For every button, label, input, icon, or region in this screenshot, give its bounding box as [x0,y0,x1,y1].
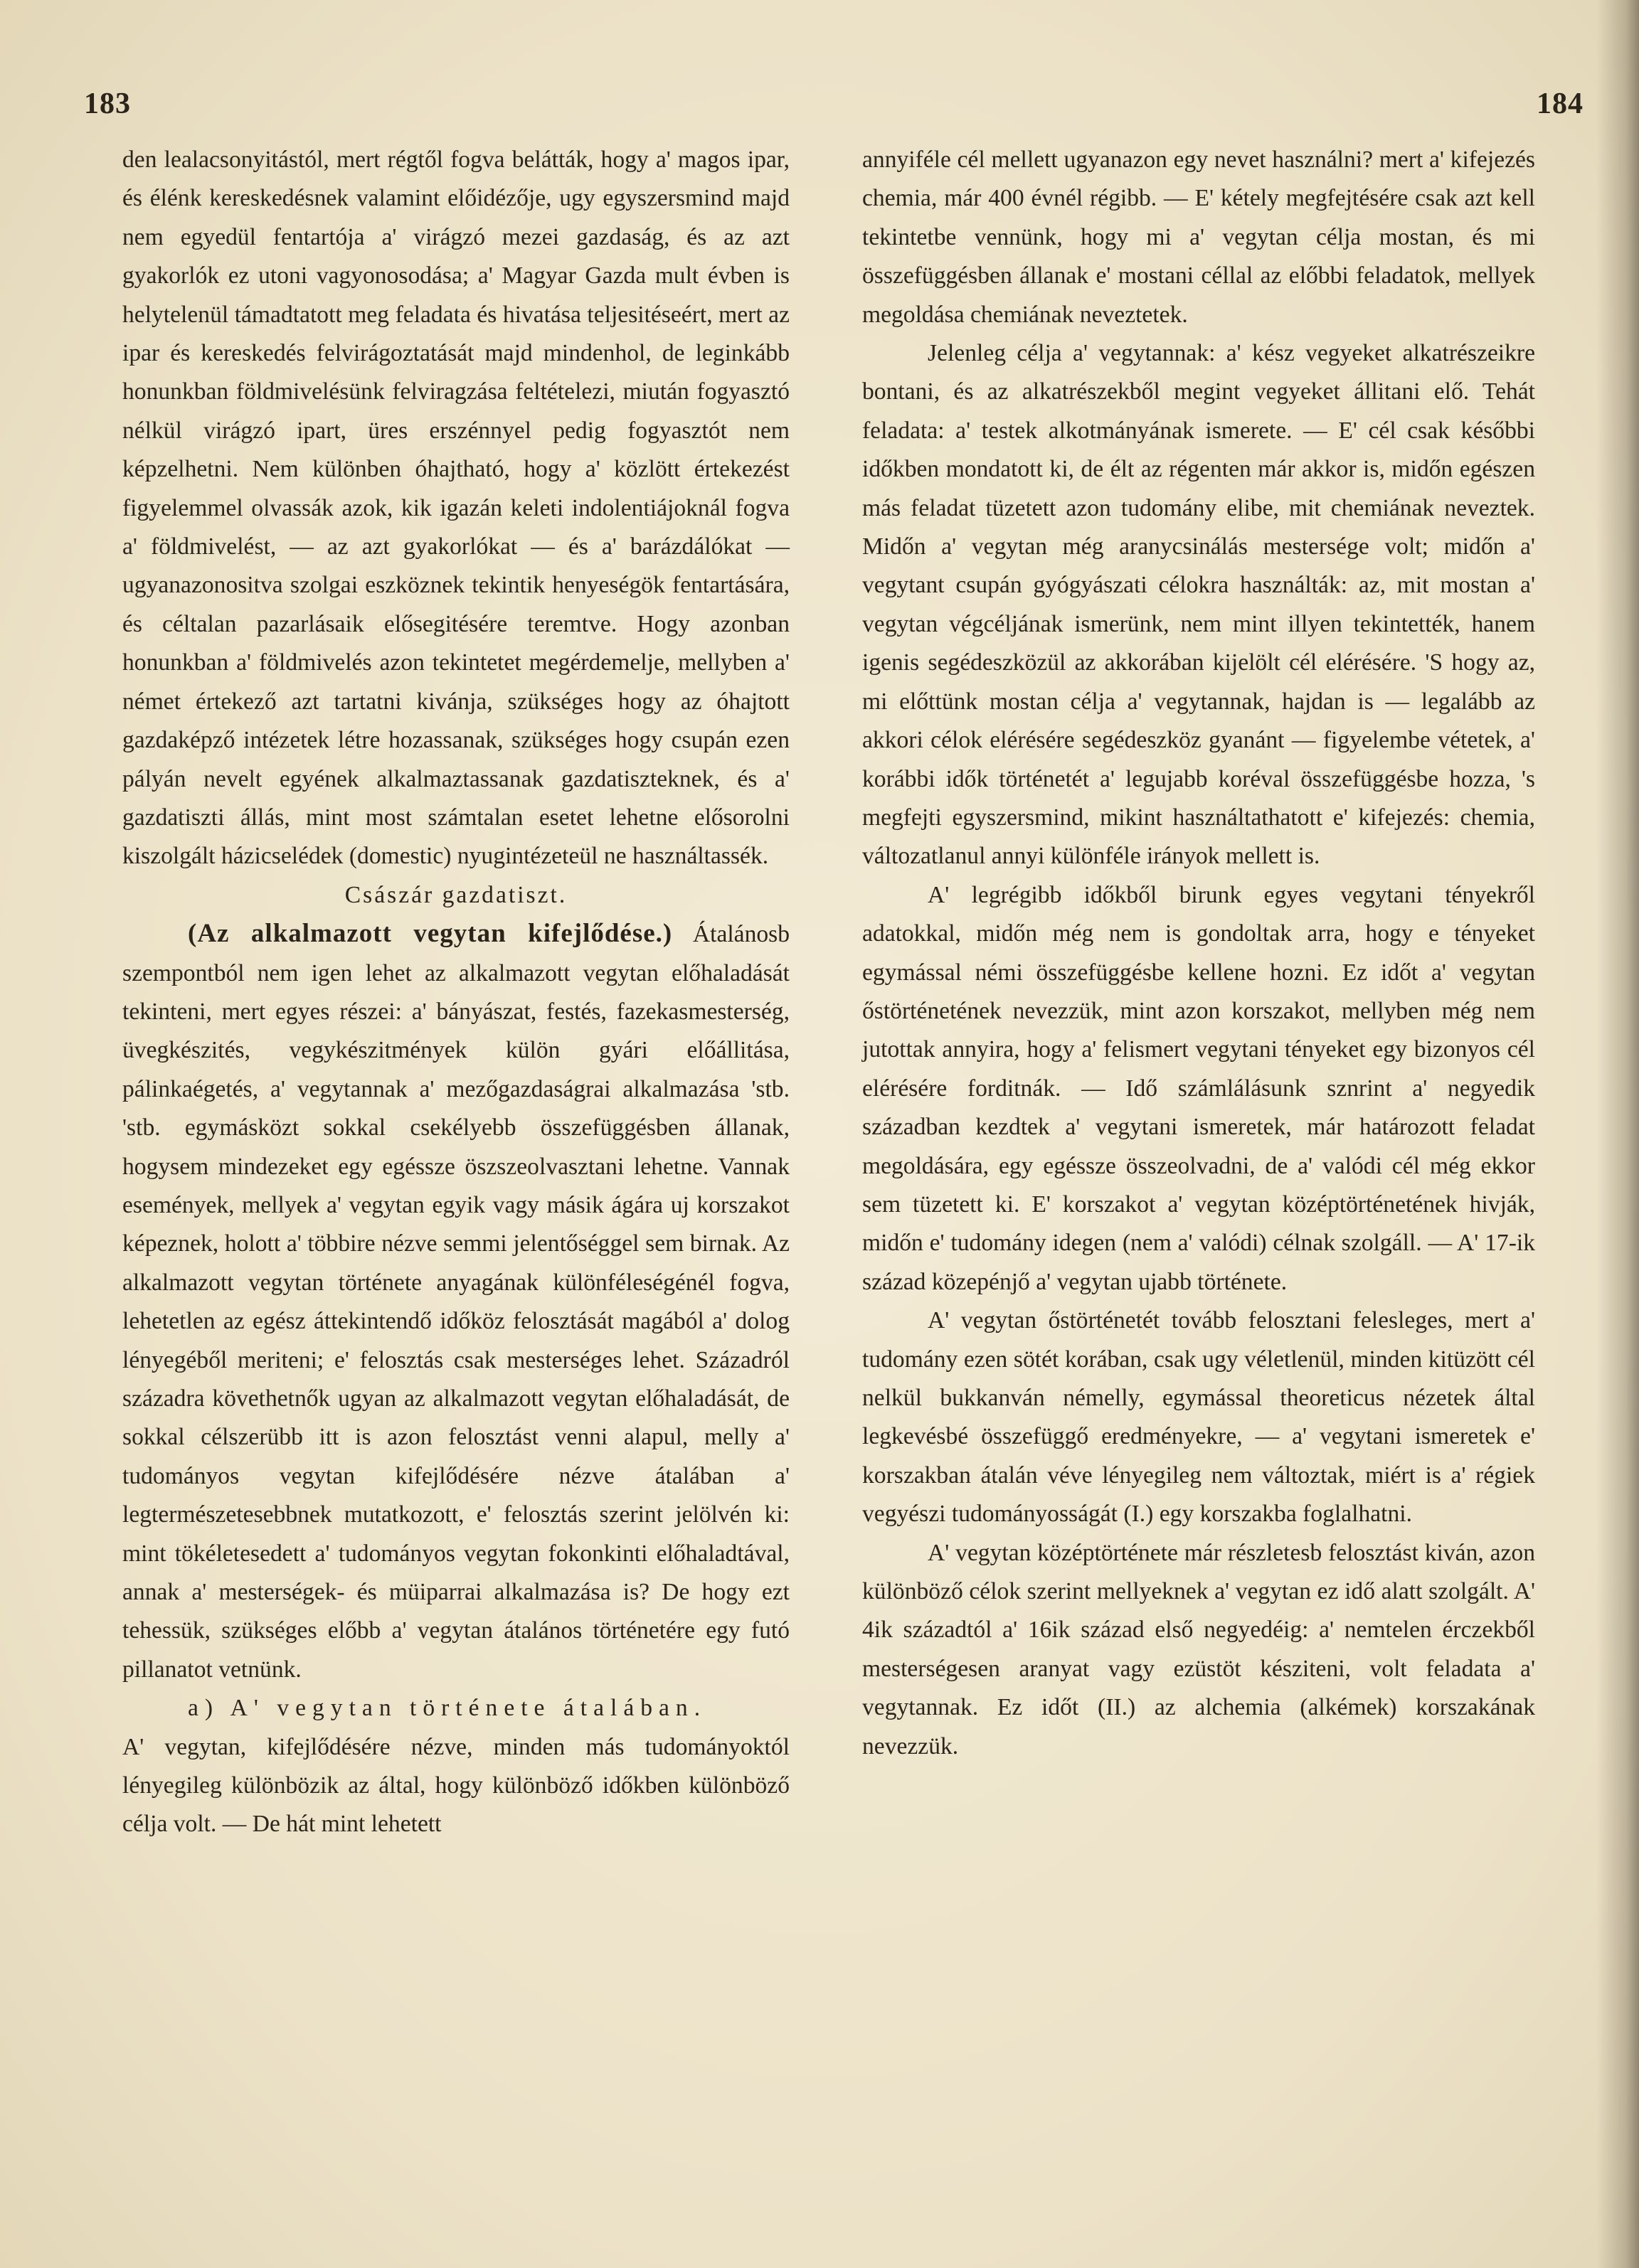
page-number-left: 183 [84,87,131,120]
right-column [862,141,1535,1766]
paragraph: annyiféle cél mellett ugyanazon egy nevet használni? mert a' kifejezés chemia, már 400 évnél régibb. — E' kétely megfejtésére csak azt kell tekintetbe vennünk, hogy mi a' vegytan célja mostan, és mi összefüggésben állanak e' mostani céllal az előbbi feladatok, mellyek megoldása chemiának neveztetek. [862,147,1535,328]
section-heading: (Az alkalmazott vegytan kifejlődése.) [188,919,673,949]
paragraph: A' legrégibb időkből birunk egyes vegytani tényekről adatokkal, midőn még nem is gondoltak arra, hogy e tényeket egymással némi összefüggésbe kellene hozni. Ez időt a' vegytan őstörténetének nevezzük, mint azon korszakot, mellyben még nem jutottak annyira, hogy a' felismert vegytani tényeket egy bizonyos cél elérésére forditnák. — Idő számlálásunk sznrint a' negyedik században kezdtek a' vegytani ismeretek, már határozott feladat megoldására, egy egéssze összeolvadni, de a' valódi cél még ekkor sem tüzetett ki. E' korszakot a' vegytan középtörténetének hivják, midőn e' tudomány idegen (nem a' valódi) célnak szolgáll. — A' 17-ik század közepénjő a' vegytan ujabb története. [862,881,1535,1295]
paragraph-text: Átalánosb szempontból nem igen lehet az alkalmazott vegytan előhaladását tekinteni, mert egyes részei: a' bányászat, festés, fazekasmesterség, üvegkészités, vegykészitmények külön gyári előállitása, pálinkaégetés, a' vegytannak a' mezőgazdaságrai alkalmazása 'stb. 'stb. egymásközt sokkal csekélyebb összefüggésben állanak, hogysem mindezeket egy egéssze öszszeolvasztani lehetne. Vannak események, mellyek a' vegytan egyik vagy másik ágára uj korszakot képeznek, holott a' többire nézve semmi jelentőséggel sem birnak. Az alkalmazott vegytan története anyagának különféleségénél fogva, lehetetlen az egész áttekintendő időköz felosztását magából a' dolog lényegéből meriteni; e' felosztás csak mesterséges lehet. Századról századra követhetnők ugyan az alkalmazott vegytan előhaladását, de sokkal célszerübb itt is azon felosztást venni alapul, melly a' tudományos vegytan kifejlődésére nézve átalában a' legtermészetesebbnek mutatkozott, e' felosztás szerint jelölvén ki: mint tökéletesedett a' tudományos vegytan fokonkinti előhaladtával, annak a' mesterségek- és müiparrai alkalmazása is? De hogy ezt tehessük, szükséges előbb a' vegytan átalános történetére egy futó pillanatot vetnünk. [122,921,790,1683]
subsection-heading: a) A' vegytan története átalában. [188,1695,707,1722]
left-column [122,141,790,1844]
paragraph: A' vegytan, kifejlődésére nézve, minden más tudományoktól lényegileg különbözik az által, hogy különböző időkben különböző célja volt. — De hát mint lehetett [122,1733,790,1838]
paragraph: Jelenleg célja a' vegytannak: a' kész vegyeket alkatrészeikre bontani, és az alkatrészekből megint vegyeket állitani elő. Tehát feladata: a' testek alkotmányának ismerete. — E' cél csak későbbi időkben mondatott ki, de élt az régenten már akkor is, midőn egészen más feladat tüzetett azon tudomány elibe, mit chemiának neveztek. Midőn a' vegytan még aranycsinálás mestersége volt; midőn a' vegytant csupán gyógyászati célokra használták: az, mit mostan a' vegytan végcéljának ismerünk, nem mint illyen tekintették, hanem igenis segédeszközül az akkorában kijelölt cél elérésére. 'S hogy az, mi előttünk mostan célja a' vegytannak, hajdan is — legalább az akkori célok elérésére segédeszköz gyanánt — figyelembe vétetek, a' korábbi idők történetét a' legujabb koréval összefüggésbe hozza, 's megfejti egyszersmind, mikint használtathatott e' kifejezés: chemia, változatlanul annyi különféle irányok mellett is. [862,340,1535,870]
paragraph: A' vegytan őstörténetét tovább felosztani felesleges, mert a' tudomány ezen sötét korában, csak ugy véletlenül, minden kitüzött cél nelkül bukkanván némelly, egymással theoreticus nézetek által legkevésbé összefüggő eredményekre, — a' vegytani ismeretek e' korszakban átalán véve lényegileg nem változtak, miért is a' régiek vegyészi tudományosságát (I.) egy korszakba foglalhatni. [862,1307,1535,1528]
author-signature: Császár gazdatiszt. [344,881,568,908]
page-edge-shadow [1596,0,1639,2268]
page-number-right: 184 [1537,87,1584,120]
paragraph: den lealacsonyitástól, mert régtől fogva belátták, hogy a' magos ipar, és élénk kereskedésnek valamint előidézője, ugy egyszersmind majd nem egyedül fentartója a' virágzó mezei gazdaság, és az azt gyakorlók ez utoni vagyonosodása; a' Magyar Gazda mult évben is helytelenül támadtatott meg feladata és hivatása teljesitéseért, mert az ipar és kereskedés felvirágoztatását majd mindenhol, de leginkább honunkban földmivelésünk felviragzása feltételezi, miután fogyasztó nélkül virágzó ipart, üres erszénnyel pedig fogyasztót nem képzelhetni. Nem különben óhajtható, hogy a' közlött értekezést figyelemmel olvassák azok, kik igazán keleti indolentiájoknál fogva a' földmivelést, — az azt gyakorlókat — és a' barázdálókat — ugyanazonositva szolgai eszköznek tekintik henyeségök fentartására, és céltalan pazarlásaik elősegitésére teremtve. Hogy azonban honunkban a' földmivelés azon tekintetet megérdemelje, mellyben a' német értekező azt tartatni kivánja, szükséges hogy az óhajtott gazdaképző intézetek létre hozassanak, szükséges hogy csupán ezen pályán nevelt egyének alkalmaztassanak gazdatiszteknek, és a' gazdatiszti állás, mint most számtalan esetet lehetne elősorolni kiszolgált házicselédek (domestic) nyugintézeteül ne használtassék. [122,147,790,870]
paragraph: A' vegytan középtörténete már részletesb felosztást kiván, azon különböző célok szerint mellyeknek a' vegytan ez idő alatt szolgált. A' 4ik századtól a' 16ik század első negyedéig: a' nemtelen érczekből mesterségesen aranyat vagy ezüstöt késziteni, volt feladata a' vegytannak. Ez időt (II.) az alchemia (alkémek) korszakának nevezzük. [862,1539,1535,1759]
section-paragraph [122,915,790,1689]
